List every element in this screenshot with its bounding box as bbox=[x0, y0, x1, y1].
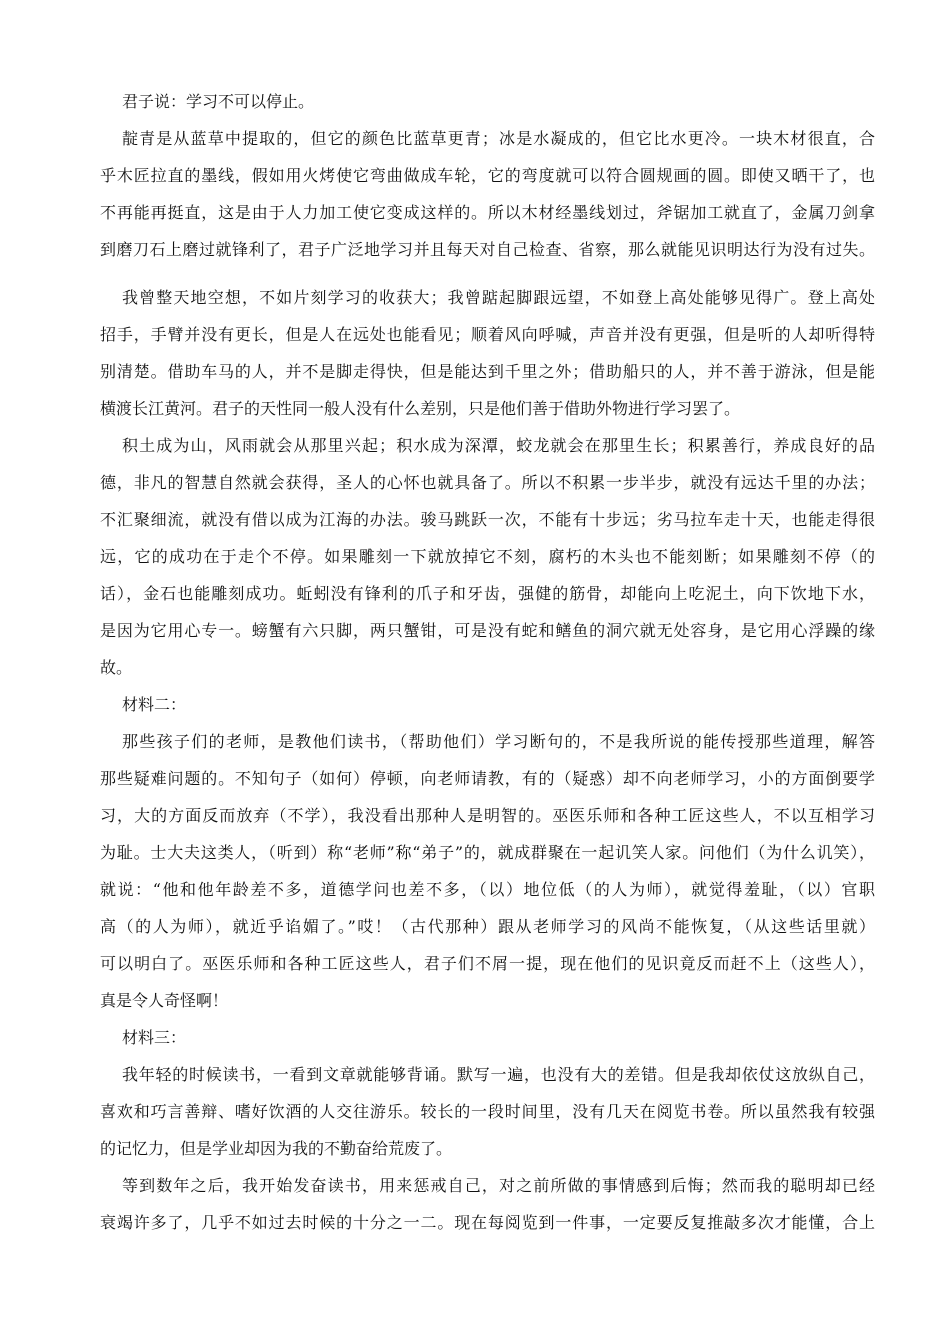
paragraph-8-line: 的记忆力，但是学业却因为我的不勤奋给荒废了。 bbox=[100, 1139, 453, 1158]
paragraph-2-line: 乎木匠拉直的墨线，假如用火烤使它弯曲做成车轮，它的弯度就可以符合圆规画的圆。即使又晒干了，也 bbox=[100, 166, 875, 185]
paragraph-6-line: 那些疑难问题的。不知句子（如何）停顿，向老师请教，有的（疑惑）却不向老师学习，小的方面倒要学 bbox=[100, 769, 875, 788]
paragraph-4-line: 不汇聚细流，就没有借以成为江海的办法。骏马跳跃一次，不能有十步远；劣马拉车走十天，也能走得很 bbox=[100, 510, 875, 529]
paragraph-1-line: 君子说：学习不可以停止。 bbox=[122, 92, 315, 111]
paragraph-3-line: 我曾整天地空想，不如片刻学习的收获大；我曾踮起脚跟远望，不如登上高处能够见得广。登上高处 bbox=[122, 288, 875, 307]
paragraph-6-line: 就说：“他和他年龄差不多，道德学问也差不多，（以）地位低（的人为师），就觉得羞耻，（以）官职 bbox=[100, 880, 875, 899]
paragraph-4-line: 德，非凡的智慧自然就会获得，圣人的心怀也就具备了。所以不积累一步半步，就没有远达千里的办法； bbox=[100, 473, 875, 492]
paragraph-8-line: 我年轻的时候读书，一看到文章就能够背诵。默写一遍，也没有大的差错。但是我却依仗这放纵自己， bbox=[122, 1065, 875, 1084]
paragraph-4-line: 积土成为山，风雨就会从那里兴起；积水成为深潭，蛟龙就会在那里生长；积累善行，养成良好的品 bbox=[122, 436, 875, 455]
paragraph-4-line: 远，它的成功在于走个不停。如果雕刻一下就放掉它不刻，腐朽的木头也不能刻断；如果雕刻不停（的 bbox=[100, 547, 875, 566]
paragraph-3-line: 别清楚。借助车马的人，并不是脚走得快，但是能达到千里之外；借助船只的人，并不善于游泳，但是能 bbox=[100, 362, 875, 381]
paragraph-6-line: 为耻。士大夫这类人，（听到）称“老师”称“弟子”的，就成群聚在一起讥笑人家。问他们（为什么讥笑）， bbox=[100, 843, 875, 862]
paragraph-9-line: 衰竭许多了，几乎不如过去时候的十分之一二。现在每阅览到一件事，一定要反复推敲多次才能懂，合上 bbox=[100, 1213, 875, 1232]
paragraph-6-line: 可以明白了。巫医乐师和各种工匠这些人，君子们不屑一提，现在他们的见识竟反而赶不上（这些人）， bbox=[100, 954, 875, 973]
paragraph-4-line: 故。 bbox=[100, 658, 133, 677]
paragraph-3-line: 横渡长江黄河。君子的天性同一般人没有什么差别，只是他们善于借助外物进行学习罢了。 bbox=[100, 399, 741, 418]
paragraph-4-line: 是因为它用心专一。螃蟹有六只脚，两只蟹钳，可是没有蛇和鳝鱼的洞穴就无处容身，是它用心浮躁的缘 bbox=[100, 621, 875, 640]
paragraph-9-line: 等到数年之后，我开始发奋读书，用来惩戒自己，对之前所做的事情感到后悔；然而我的聪明却已经 bbox=[122, 1176, 875, 1195]
paragraph-6-line: 习，大的方面反而放弃（不学），我没看出那种人是明智的。巫医乐师和各种工匠这些人，不以互相学习 bbox=[100, 806, 875, 825]
paragraph-4-line: 话），金石也能雕刻成功。蚯蚓没有锋利的爪子和牙齿，强健的筋骨，却能向上吃泥土，向下饮地下水， bbox=[100, 584, 875, 603]
paragraph-7-line: 材料三： bbox=[122, 1028, 187, 1047]
paragraph-2-line: 到磨刀石上磨过就锋利了，君子广泛地学习并且每天对自己检查、省察，那么就能见识明达行为没有过失。 bbox=[100, 240, 875, 259]
paragraph-8-line: 喜欢和巧言善辩、嗜好饮酒的人交往游乐。较长的一段时间里，没有几天在阅览书卷。所以虽然我有较强 bbox=[100, 1102, 875, 1121]
paragraph-3-line: 招手，手臂并没有更长，但是人在远处也能看见；顺着风向呼喊，声音并没有更强，但是听的人却听得特 bbox=[100, 325, 875, 344]
paragraph-6-line: 高（的人为师），就近乎谄媚了。”哎！（古代那种）跟从老师学习的风尚不能恢复，（从这些话里就） bbox=[100, 917, 875, 936]
paragraph-2-line: 靛青是从蓝草中提取的，但它的颜色比蓝草更青；冰是水凝成的，但它比水更冷。一块木材很直，合 bbox=[122, 129, 875, 148]
paragraph-6-line: 那些孩子们的老师，是教他们读书，（帮助他们）学习断句的，不是我所说的能传授那些道理，解答 bbox=[122, 732, 875, 751]
paragraph-5-line: 材料二： bbox=[122, 695, 187, 714]
paragraph-2-line: 不再能再挺直，这是由于人力加工使它变成这样的。所以木材经墨线划过，斧锯加工就直了，金属刀剑拿 bbox=[100, 203, 875, 222]
paragraph-6-line: 真是令人奇怪啊！ bbox=[100, 991, 229, 1010]
